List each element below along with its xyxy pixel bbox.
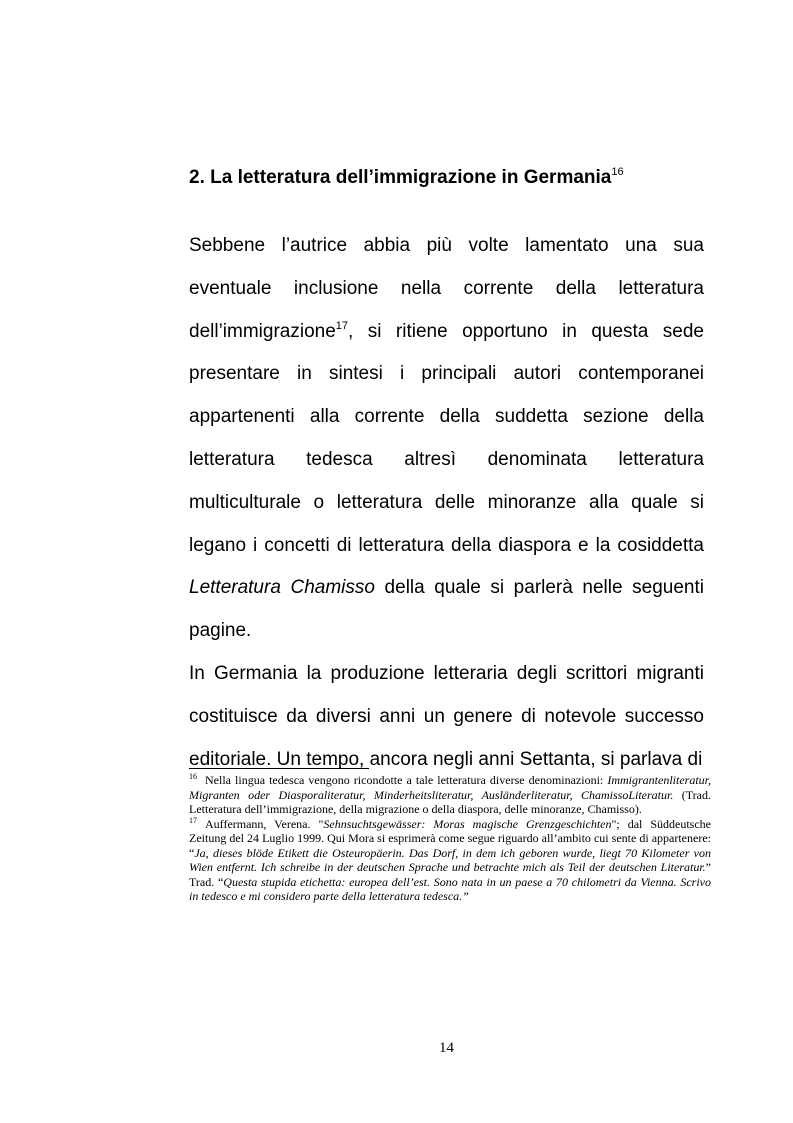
footnote-ref-16[interactable]: 16 [611,166,624,178]
footnote-17 [189,817,711,904]
footnote-ref-17[interactable]: 17 [335,319,349,332]
footnote-17-italic-c: Questa stupida etichetta: europea dell’est. Sono nata in un paese a 70 chilometri da Vienna. Scrivo in tedesco e mi considero parte della letteratura tedesca.” [189,874,711,903]
section-heading [189,165,704,191]
paragraph-1 [189,225,704,653]
paragraph-2: In Germania la produzione letteraria degli scrittori migranti costituisce da diversi anni un genere di notevole successo editoriale. Un tempo, ancora negli anni Settanta, si parlava di [189,662,704,770]
footnote-16-text-b: (Trad. Letteratura dell’immigrazione, della migrazione o della diaspora, delle minoranze, Chamisso). [189,787,711,816]
footnote-16-text-a: Nella lingua tedesca vengono ricondotte a tale letteratura diverse denominazioni: [205,773,608,787]
footnote-divider [189,768,369,769]
paragraph-1-italic: Letteratura Chamisso [189,577,375,599]
footnote-17-italic-b: Ja, dieses blöde Etikett die Osteuropäerin. Das Dorf, in dem ich geboren wurde, liegt 70 Kilometer von Wien entfernt. Ich schreibe in der deutschen Sprache und betrachte mich als Teil der deutschen Literatur. [189,845,711,874]
paragraph-1-text-c: della quale si parlerà nelle seguenti pagine. [189,577,704,642]
footnote-17-text-a: Auffermann, Verena. " [205,816,324,831]
paragraph-1-text-b: , si ritiene opportuno in questa sede presentare in sintesi i principali autori contemporanei appartenenti alla corrente della suddetta sezione della letteratura tedesca altresì denominata letteratura multiculturale o letteratura delle minoranze alla quale si legano i concetti di letteratura della diaspora e la cosiddetta [189,320,704,556]
body-text [189,225,704,781]
footnote-17-text-b: "; dal Süddeutsche Zeitung del 24 Luglio 1999. Qui Mora si esprimerà come segue riguardo all’ambito cui sente di appartenere: “ [189,816,711,860]
footnote-17-italic-a: Sehnsuchtsgewässer: Moras magische Grenzgeschichten [323,816,612,831]
footnote-17-number: 17 [189,815,197,825]
heading-title: 2. La letteratura dell’immigrazione in Germania [189,167,612,188]
footnote-16-number: 16 [189,772,197,781]
paragraph-1-text-a: Sebbene l’autrice abbia più volte lamentato una sua eventuale inclusione nella corrente della letteratura dell’immigrazione [189,235,704,342]
footnotes [189,773,711,904]
footnote-16-italic: Immigrantenliteratur, Migranten oder Diasporaliteratur, Minderheitsliteratur, Ausländerliteratur, ChamissoLiteratur. [189,773,711,802]
footnote-16 [189,773,711,817]
footnote-17-text-c: ” Trad. “ [189,860,711,889]
page-number: 14 [439,1040,454,1056]
